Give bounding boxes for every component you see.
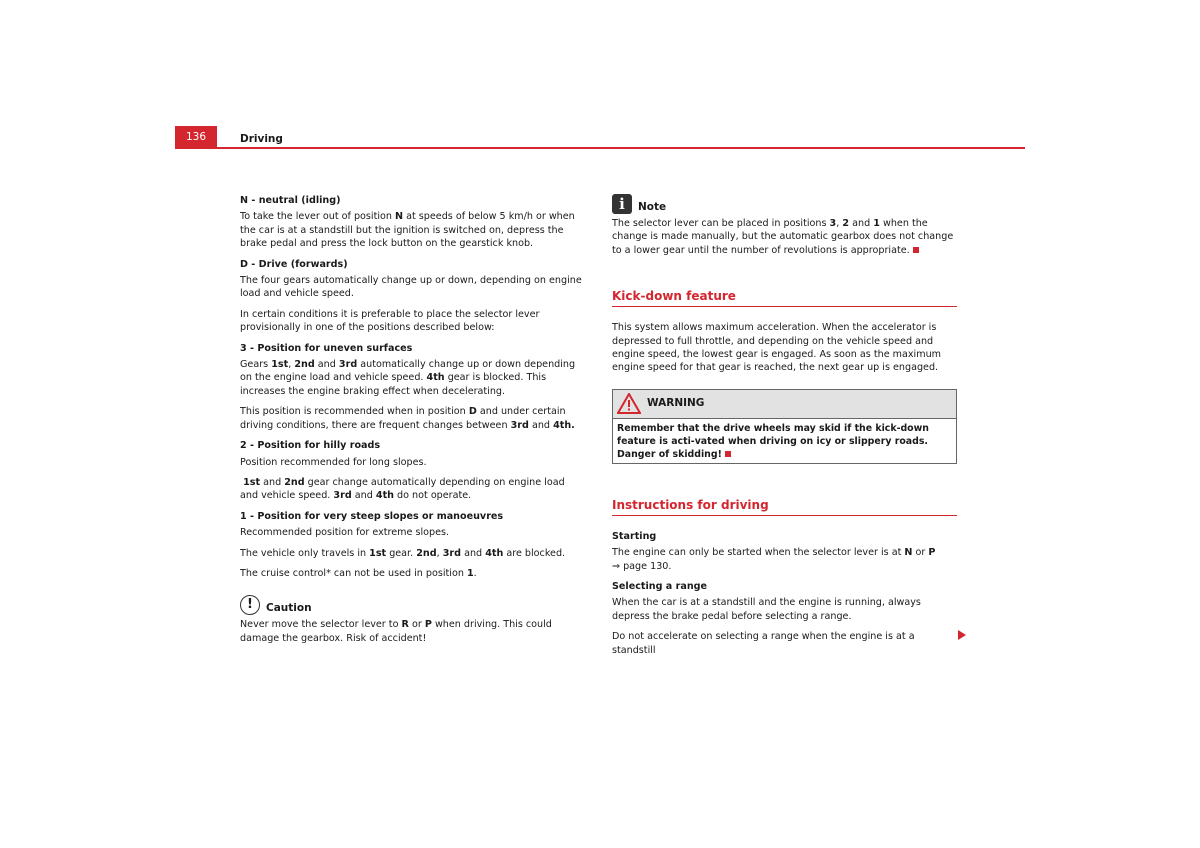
range-heading: Selecting a range	[612, 581, 708, 593]
starting-paragraph: The engine can only be started when the selector lever is at N or P ⇒ page 130.	[612, 547, 936, 572]
left-column	[240, 194, 585, 652]
range-paragraph-1: When the car is at a standstill and the engine is running, always depress the brake pedal before selecting a range.	[612, 597, 921, 622]
note-paragraph: The selector lever can be placed in positions 3, 2 and 1 when the change is made manually, but the automatic gearbox does not change to a lower gear until the number of revolutions is appropriate.	[612, 218, 954, 256]
caution-paragraph: Never move the selector lever to R or P when driving. This could damage the gearbox. Risk of accident!	[240, 619, 552, 644]
warning-text: Remember that the drive wheels may skid if the kick-down feature is acti-vated when driving on icy or slippery roads. Danger of skidding!	[613, 418, 956, 463]
continue-arrow-icon	[958, 630, 966, 640]
pos1-paragraph-1: Recommended position for extreme slopes.	[240, 527, 450, 539]
page-reference-link[interactable]: ⇒ page 130.	[612, 560, 672, 572]
pos1-heading: 1 - Position for very steep slopes or manoeuvres	[240, 510, 504, 522]
warning-box	[612, 389, 957, 464]
range-paragraph-2: Do not accelerate on selecting a range when the engine is at a standstill	[612, 631, 915, 656]
caution-icon: !	[240, 595, 260, 615]
right-column	[612, 194, 957, 664]
neutral-paragraph: To take the lever out of position N at speeds of below 5 km/h or when the car is at a standstill but the ignition is switched on, depress the brake pedal and press the lock button on the gearstick knob.	[240, 211, 575, 250]
kickdown-paragraph: This system allows maximum acceleration. When the accelerator is depressed to full throttle, and depending on the vehicle speed and engine speed, the lowest gear is engaged. As soon as the maximum engine speed for that gear is reached, the next gear up is engaged.	[612, 322, 941, 374]
pos3-heading: 3 - Position for uneven surfaces	[240, 342, 413, 354]
info-icon: i	[612, 194, 632, 214]
drive-heading: D - Drive (forwards)	[240, 258, 348, 270]
neutral-heading: N - neutral (idling)	[240, 195, 341, 206]
pos3-paragraph-2: This position is recommended when in position D and under certain driving conditions, there are frequent changes between 3rd and 4th.	[240, 406, 575, 431]
pos3-paragraph-1: Gears 1st, 2nd and 3rd automatically change up or down depending on the engine load and vehicle speed. 4th gear is blocked. This increases the engine braking effect when decelerating.	[240, 359, 576, 397]
drive-paragraph-1: The four gears automatically change up or down, depending on engine load and vehicle speed.	[240, 275, 582, 300]
kickdown-title: Kick-down feature	[612, 289, 957, 307]
warning-heading: WARNING	[613, 390, 956, 418]
page-number: 136	[175, 126, 217, 149]
pos1-paragraph-3: The cruise control* can not be used in position 1.	[240, 567, 477, 579]
pos2-heading: 2 - Position for hilly roads	[240, 440, 381, 452]
note-heading: i Note	[612, 194, 957, 214]
starting-heading: Starting	[612, 530, 657, 542]
section-title-header: Driving	[240, 133, 283, 145]
pos2-paragraph-2: 1st and 2nd gear change automatically depending on engine load and vehicle speed. 3rd and 4th do not operate.	[240, 476, 565, 502]
pos1-paragraph-2: The vehicle only travels in 1st gear. 2nd, 3rd and 4th are blocked.	[240, 547, 566, 559]
pos2-paragraph-1: Position recommended for long slopes.	[240, 456, 427, 468]
instructions-title: Instructions for driving	[612, 498, 957, 516]
header-rule	[217, 147, 1025, 149]
end-marker	[725, 451, 731, 457]
end-marker	[913, 247, 919, 253]
caution-heading: ! Caution	[240, 595, 585, 615]
warning-triangle-icon	[617, 393, 641, 414]
drive-paragraph-2: In certain conditions it is preferable to place the selector lever provisionally in one of the positions described below:	[240, 308, 540, 334]
